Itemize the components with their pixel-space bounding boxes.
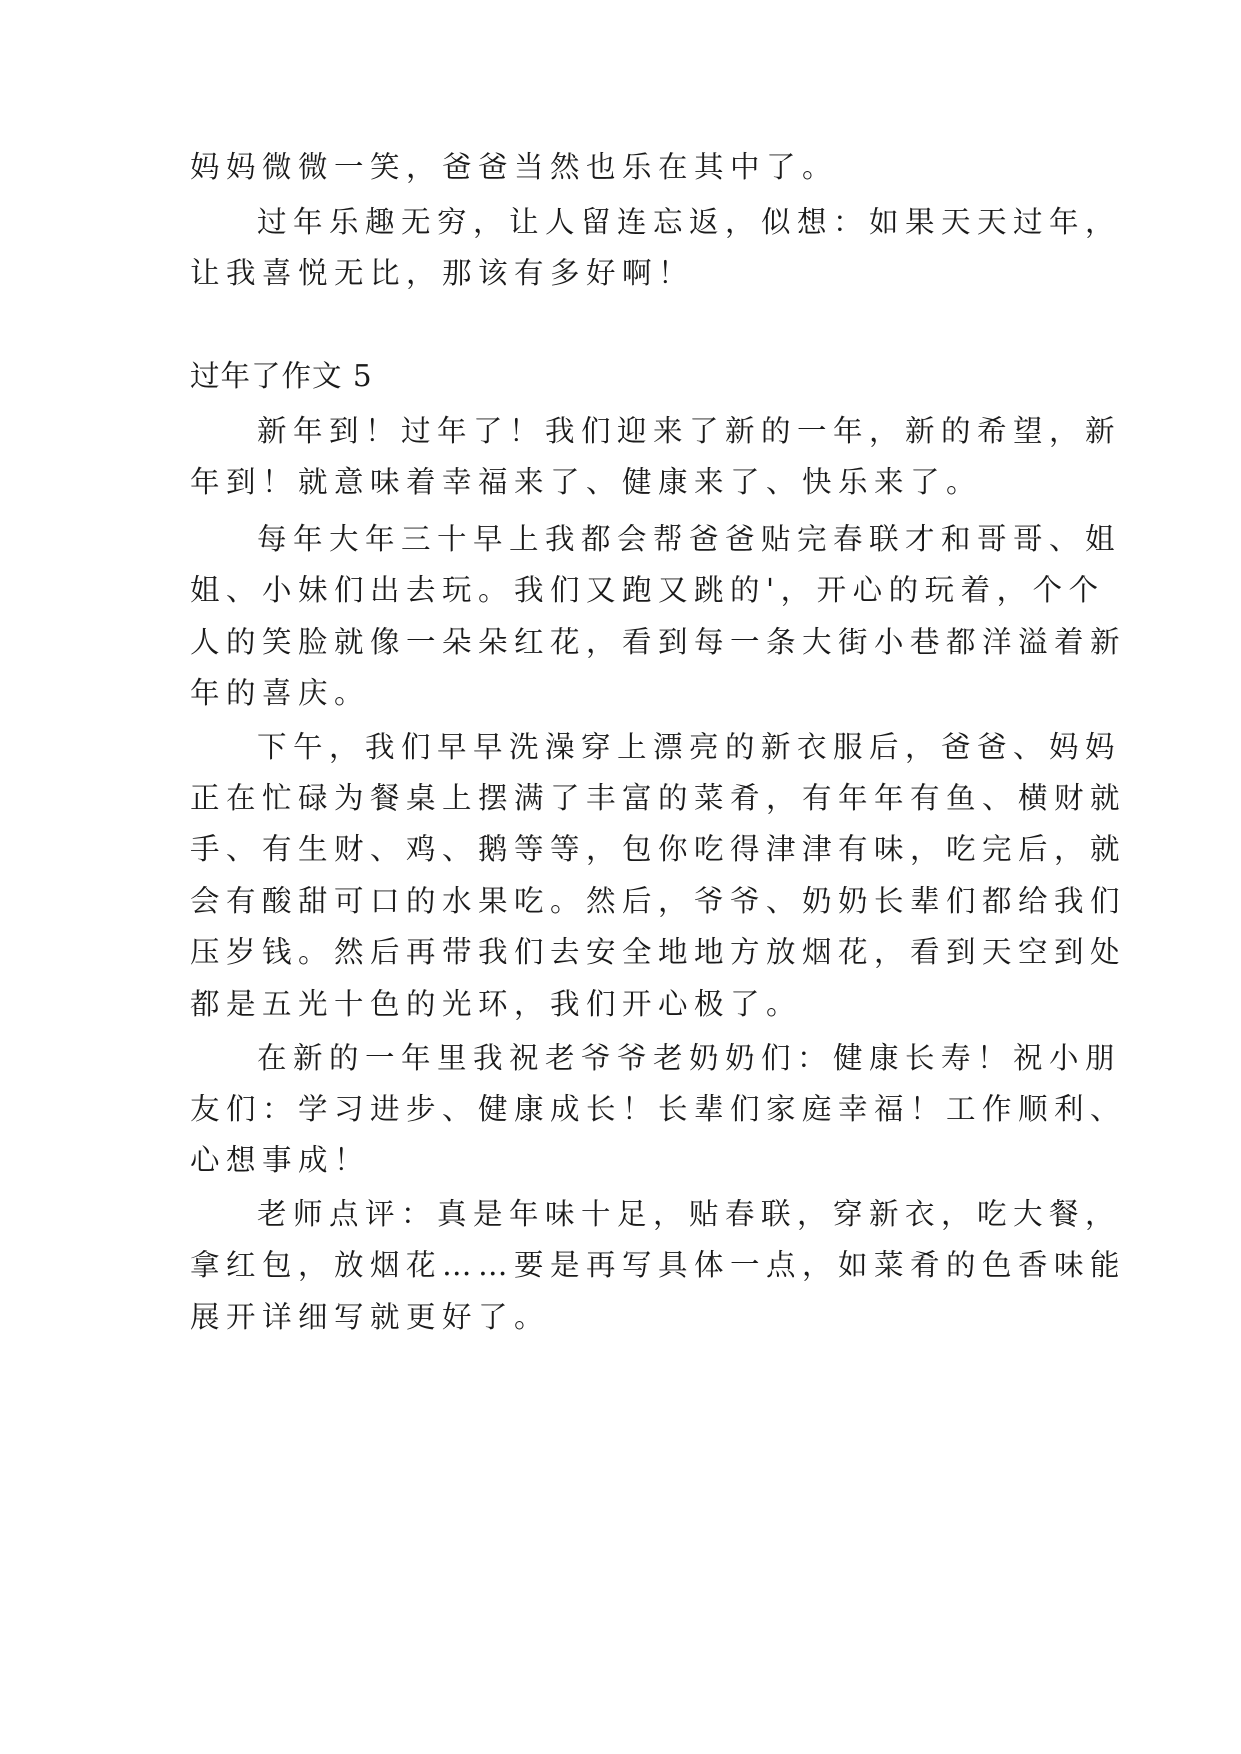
text-line: 年的喜庆。 [190, 676, 371, 710]
text-line: 姐、小妹们出去玩。我们又跑又跳的'，开心的玩着，个个 [190, 573, 1105, 607]
text-line: 会有酸甜可口的水果吃。然后，爷爷、奶奶长辈们都给我们 [190, 884, 1127, 918]
text-line: 每年大年三十早上我都会帮爸爸贴完春联才和哥哥、姐 [257, 522, 1122, 556]
text-line: 妈妈微微一笑，爸爸当然也乐在其中了。 [190, 150, 839, 184]
text-line: 过年乐趣无穷，让人留连忘返，似想：如果天天过年， [257, 205, 1122, 239]
text-line: 都是五光十色的光环，我们开心极了。 [190, 987, 803, 1021]
text-line: 老师点评：真是年味十足，贴春联，穿新衣，吃大餐， [257, 1197, 1122, 1231]
text-line: 正在忙碌为餐桌上摆满了丰富的菜肴，有年年有鱼、横财就 [190, 781, 1127, 815]
text-line: 心想事成！ [190, 1143, 371, 1177]
text-line: 让我喜悦无比，那该有多好啊！ [190, 256, 695, 290]
text-line: 人的笑脸就像一朵朵红花，看到每一条大街小巷都洋溢着新 [190, 625, 1127, 659]
text-line: 压岁钱。然后再带我们去安全地地方放烟花，看到天空到处 [190, 935, 1127, 969]
text-line: 年到！就意味着幸福来了、健康来了、快乐来了。 [190, 465, 983, 499]
text-line: 拿红包，放烟花……要是再写具体一点，如菜肴的色香味能 [190, 1248, 1127, 1282]
text-line: 下午，我们早早洗澡穿上漂亮的新衣服后，爸爸、妈妈 [257, 730, 1122, 764]
text-line: 手、有生财、鸡、鹅等等，包你吃得津津有味，吃完后，就 [190, 832, 1127, 866]
text-line: 展开详细写就更好了。 [190, 1300, 551, 1334]
section-title: 过年了作文 5 [190, 359, 373, 393]
text-line: 在新的一年里我祝老爷爷老奶奶们：健康长寿！祝小朋 [257, 1041, 1122, 1075]
text-line: 新年到！过年了！我们迎来了新的一年，新的希望，新 [257, 414, 1122, 448]
text-line: 友们：学习进步、健康成长！长辈们家庭幸福！工作顺利、 [190, 1092, 1127, 1126]
